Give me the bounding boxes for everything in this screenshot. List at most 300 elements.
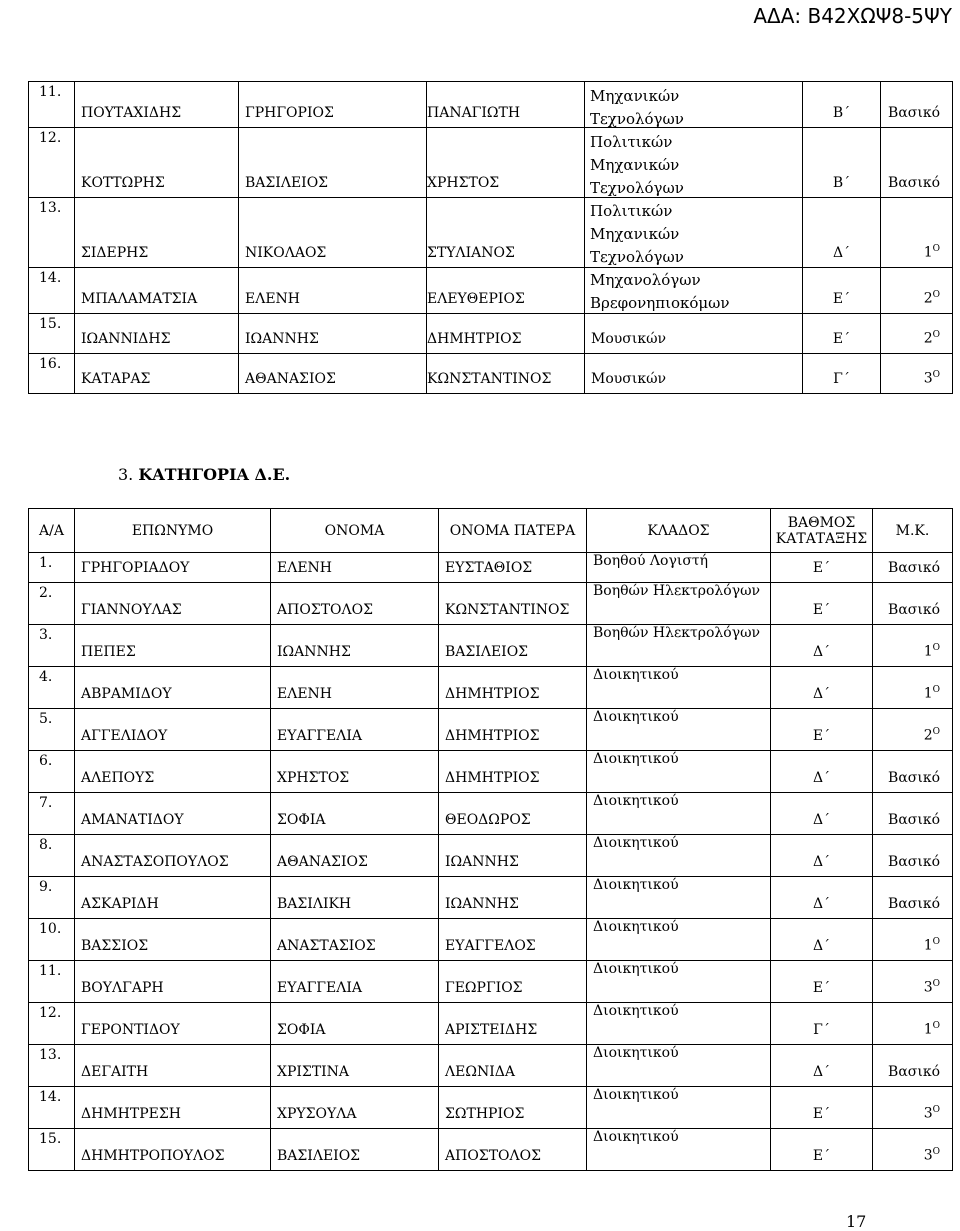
specialty-cell-text: Διοικητικού [593, 793, 679, 809]
name-cell-text: ΕΛΕΝΗ [277, 560, 333, 576]
name-cell [271, 751, 439, 793]
surname-cell [75, 1087, 271, 1129]
surname-cell-text: ΠΕΠΕΣ [81, 644, 136, 660]
grade-cell [803, 198, 881, 268]
section-heading [118, 465, 290, 484]
header-specialty: ΚΛΑΔΟΣ [587, 509, 771, 553]
table-row [29, 354, 953, 394]
row-number [29, 877, 75, 919]
name-cell-text: ΝΙΚΟΛΑΟΣ [245, 245, 327, 261]
grade-cell [771, 1003, 873, 1045]
specialty-cell [587, 793, 771, 835]
name-cell [271, 583, 439, 625]
mk-cell [873, 1003, 953, 1045]
father-name-cell [439, 1003, 587, 1045]
grade-cell [803, 128, 881, 198]
specialty-cell-text: Διοικητικού [593, 877, 679, 893]
table-row [29, 583, 953, 625]
grade-cell [803, 314, 881, 354]
row-number-text: 14. [39, 270, 62, 286]
father-name-cell-text: ΔΗΜΗΤΡΙΟΣ [445, 686, 540, 702]
row-number-text: 15. [39, 1131, 62, 1147]
grade-cell [771, 1045, 873, 1087]
row-number [29, 751, 75, 793]
grade-cell [771, 583, 873, 625]
father-name-cell-text: ΓΕΩΡΓΙΟΣ [445, 980, 523, 996]
mk-cell-text: Βασικό [888, 175, 940, 191]
father-name-cell-text: ΛΕΩΝΙΔΑ [445, 1064, 515, 1080]
name-cell [271, 625, 439, 667]
grade-cell [803, 354, 881, 394]
grade-cell-text: Ε΄ [832, 331, 851, 347]
mk-cell-text: Βασικό [888, 105, 940, 121]
grade-cell-text: Δ΄ [812, 644, 831, 660]
table-row [29, 793, 953, 835]
mk-cell [873, 919, 953, 961]
grade-cell [771, 667, 873, 709]
surname-cell-text: ΑΝΑΣΤΑΣΟΠΟΥΛΟΣ [81, 854, 229, 870]
name-cell [271, 1087, 439, 1129]
father-name-cell [439, 583, 587, 625]
father-name-cell [439, 961, 587, 1003]
father-name-cell-text: ΔΗΜΗΤΡΙΟΣ [427, 331, 522, 347]
name-cell-text: ΙΩΑΝΝΗΣ [245, 331, 319, 347]
specialty-cell [587, 553, 771, 583]
row-number [29, 314, 75, 354]
grade-cell [771, 553, 873, 583]
row-number-text: 3. [39, 627, 53, 643]
surname-cell [75, 82, 239, 128]
father-name-cell-text: ΙΩΑΝΝΗΣ [445, 854, 519, 870]
mk-cell [881, 128, 953, 198]
father-name-cell [439, 625, 587, 667]
mk-cell-text: 1 [923, 1022, 933, 1038]
row-number [29, 553, 75, 583]
table-row [29, 128, 953, 198]
specialty-cell [587, 751, 771, 793]
specialty-cell-text: Διοικητικού [593, 919, 679, 935]
name-cell-text: ΑΠΟΣΤΟΛΟΣ [277, 602, 373, 618]
grade-cell-text: Ε΄ [812, 1106, 831, 1122]
name-cell-text: ΑΘΑΝΑΣΙΟΣ [277, 854, 368, 870]
grade-cell-text: Ε΄ [832, 291, 851, 307]
surname-cell [75, 667, 271, 709]
grade-cell-text: Δ΄ [812, 1064, 831, 1080]
mk-cell-text: Βασικό [888, 770, 940, 786]
specialty-cell [587, 583, 771, 625]
specialty-cell-text: Διοικητικού [593, 751, 679, 767]
name-cell [239, 268, 427, 314]
row-number [29, 128, 75, 198]
father-name-cell [439, 1129, 587, 1171]
father-name-cell [439, 709, 587, 751]
mk-superscript: Ο [932, 370, 940, 381]
father-name-cell-text: ΑΡΙΣΤΕΙΔΗΣ [445, 1022, 538, 1038]
surname-cell-text: ΑΛΕΠΟΥΣ [81, 770, 155, 786]
name-cell [239, 128, 427, 198]
father-name-cell-text: ΕΥΑΓΓΕΛΟΣ [445, 938, 536, 954]
grade-cell [771, 1087, 873, 1129]
grade-cell-text: Δ΄ [812, 812, 831, 828]
row-number [29, 919, 75, 961]
specialty-cell [587, 835, 771, 877]
specialty-cell-text: Διοικητικού [593, 1045, 679, 1061]
mk-cell [873, 835, 953, 877]
specialty-cell-text: Διοικητικού [593, 961, 679, 977]
mk-cell [873, 961, 953, 1003]
table-row [29, 835, 953, 877]
mk-superscript: Ο [932, 685, 940, 696]
name-cell-text: ΣΟΦΙΑ [277, 1022, 326, 1038]
grade-cell-text: Γ΄ [833, 371, 850, 387]
mk-cell [873, 583, 953, 625]
surname-cell-text: ΓΡΗΓΟΡΙΑΔΟΥ [81, 560, 190, 576]
table-row [29, 919, 953, 961]
mk-cell-text: 1 [923, 245, 933, 261]
name-cell-text: ΕΥΑΓΓΕΛΙΑ [277, 980, 362, 996]
name-cell-text: ΧΡΙΣΤΙΝΑ [277, 1064, 350, 1080]
grade-cell-text: Ε΄ [812, 728, 831, 744]
father-name-cell [427, 268, 585, 314]
specialty-cell-text: Διοικητικού [593, 709, 679, 725]
specialty-cell [587, 877, 771, 919]
surname-cell-text: ΑΓΓΕΛΙΔΟΥ [81, 728, 168, 744]
header-mk: Μ.Κ. [873, 509, 953, 553]
surname-cell [75, 583, 271, 625]
table-row [29, 1087, 953, 1129]
table-row [29, 553, 953, 583]
mk-superscript: Ο [932, 244, 940, 255]
specialty-cell [587, 919, 771, 961]
mk-superscript: Ο [932, 937, 940, 948]
name-cell-text: ΙΩΑΝΝΗΣ [277, 644, 351, 660]
row-number [29, 354, 75, 394]
father-name-cell-text: ΕΥΣΤΑΘΙΟΣ [445, 560, 533, 576]
surname-cell-text: ΚΑΤΑΡΑΣ [81, 371, 151, 387]
grade-cell [771, 751, 873, 793]
section-title: ΚΑΤΗΓΟΡΙΑ Δ.Ε. [138, 465, 291, 484]
name-cell-text: ΓΡΗΓΟΡΙΟΣ [245, 105, 334, 121]
mk-cell-text: 1 [923, 644, 933, 660]
name-cell-text: ΕΛΕΝΗ [277, 686, 333, 702]
father-name-cell-text: ΙΩΑΝΝΗΣ [445, 896, 519, 912]
grade-cell [771, 625, 873, 667]
row-number-text: 4. [39, 669, 53, 685]
row-number [29, 961, 75, 1003]
row-number-text: 12. [39, 1005, 62, 1021]
mk-cell-text: Βασικό [888, 602, 940, 618]
grade-cell-text: Ε΄ [812, 560, 831, 576]
surname-cell-text: ΔΕΓΑΙΤΗ [81, 1064, 149, 1080]
name-cell-text: ΧΡΗΣΤΟΣ [277, 770, 350, 786]
mk-cell [873, 667, 953, 709]
name-cell [271, 835, 439, 877]
mk-superscript: Ο [932, 727, 940, 738]
mk-cell-text: 2 [923, 728, 933, 744]
specialty-cell [587, 667, 771, 709]
father-name-cell-text: ΕΛΕΥΘΕΡΙΟΣ [427, 291, 525, 307]
father-name-cell-text: ΣΩΤΗΡΙΟΣ [445, 1106, 525, 1122]
father-name-cell-text: ΚΩΝΣΤΑΝΤΙΝΟΣ [445, 602, 570, 618]
table-row [29, 1003, 953, 1045]
surname-cell [75, 919, 271, 961]
father-name-cell [439, 553, 587, 583]
grade-cell-text: Ε΄ [812, 1148, 831, 1164]
surname-cell [75, 198, 239, 268]
grade-cell [803, 268, 881, 314]
row-number [29, 268, 75, 314]
mk-cell-text: 2 [923, 331, 933, 347]
surname-cell-text: ΓΕΡΟΝΤΙΔΟΥ [81, 1022, 180, 1038]
specialty-cell-text: Διοικητικού [593, 667, 679, 683]
row-number-text: 16. [39, 356, 62, 372]
surname-cell [75, 314, 239, 354]
name-cell-text: ΑΝΑΣΤΑΣΙΟΣ [277, 938, 376, 954]
surname-cell [75, 709, 271, 751]
surname-cell [75, 1045, 271, 1087]
surname-cell [75, 1003, 271, 1045]
surname-cell [75, 128, 239, 198]
grade-cell-text: Δ΄ [812, 770, 831, 786]
surname-cell-text: ΚΟΤΤΩΡΗΣ [81, 175, 165, 191]
name-cell [271, 1129, 439, 1171]
row-number [29, 82, 75, 128]
grade-cell [771, 709, 873, 751]
father-name-cell [439, 835, 587, 877]
header-aa: Α/Α [29, 509, 75, 553]
father-name-cell-text: ΣΤΥΛΙΑΝΟΣ [427, 245, 515, 261]
surname-cell-text: ΔΗΜΗΤΡΟΠΟΥΛΟΣ [81, 1148, 225, 1164]
grade-cell [771, 835, 873, 877]
header-surname: ΕΠΩΝΥΜΟ [75, 509, 271, 553]
specialty-cell-text: Μουσικών [591, 371, 666, 387]
surname-cell [75, 553, 271, 583]
row-number-text: 11. [39, 963, 62, 979]
row-number-text: 13. [39, 1047, 62, 1063]
mk-cell [881, 82, 953, 128]
mk-cell-text: Βασικό [888, 1064, 940, 1080]
name-cell [271, 553, 439, 583]
table-row [29, 314, 953, 354]
name-cell-text: ΣΟΦΙΑ [277, 812, 326, 828]
mk-cell [873, 1045, 953, 1087]
mk-cell-text: Βασικό [888, 812, 940, 828]
father-name-cell [439, 667, 587, 709]
surname-cell [75, 835, 271, 877]
row-number [29, 1087, 75, 1129]
row-number [29, 709, 75, 751]
father-name-cell [427, 128, 585, 198]
father-name-cell [439, 877, 587, 919]
name-cell-text: ΒΑΣΙΛΕΙΟΣ [245, 175, 329, 191]
father-name-cell [439, 919, 587, 961]
name-cell [271, 919, 439, 961]
name-cell [271, 1045, 439, 1087]
mk-cell-text: 3 [923, 371, 933, 387]
page-number: 17 [846, 1212, 867, 1231]
name-cell [239, 314, 427, 354]
grade-cell [803, 82, 881, 128]
row-number [29, 1129, 75, 1171]
mk-superscript: Ο [932, 1105, 940, 1116]
grade-cell [771, 961, 873, 1003]
surname-cell-text: ΑΒΡΑΜΙΔΟΥ [81, 686, 172, 702]
mk-cell [873, 877, 953, 919]
grade-cell-text: Ε΄ [812, 980, 831, 996]
name-cell-text: ΑΘΑΝΑΣΙΟΣ [245, 371, 336, 387]
row-number [29, 667, 75, 709]
surname-cell-text: ΑΣΚΑΡΙΔΗ [81, 896, 159, 912]
grade-cell [771, 919, 873, 961]
surname-cell-text: ΑΜΑΝΑΤΙΔΟΥ [81, 812, 184, 828]
row-number-text: 8. [39, 837, 53, 853]
row-number-text: 13. [39, 200, 62, 216]
mk-cell [881, 268, 953, 314]
mk-cell [873, 625, 953, 667]
row-number-text: 1. [39, 555, 53, 571]
father-name-cell [439, 793, 587, 835]
specialty-cell-text: Βοηθών Ηλεκτρολόγων [593, 583, 760, 599]
father-name-cell [439, 1045, 587, 1087]
table-row [29, 709, 953, 751]
mk-cell-text: 3 [923, 980, 933, 996]
row-number-text: 12. [39, 130, 62, 146]
mk-cell [873, 1129, 953, 1171]
mk-cell-text: 1 [923, 938, 933, 954]
surname-cell-text: ΒΑΣΣΙΟΣ [81, 938, 149, 954]
row-number [29, 793, 75, 835]
father-name-cell [439, 751, 587, 793]
specialty-cell [587, 1129, 771, 1171]
name-cell [271, 877, 439, 919]
father-name-cell-text: ΠΑΝΑΓΙΩΤΗ [427, 105, 521, 121]
mk-cell [873, 793, 953, 835]
name-cell-text: ΕΛΕΝΗ [245, 291, 301, 307]
name-cell [271, 667, 439, 709]
specialty-cell [585, 314, 803, 354]
table-category-de [28, 508, 953, 1171]
row-number [29, 1003, 75, 1045]
name-cell-text: ΒΑΣΙΛΙΚΗ [277, 896, 352, 912]
father-name-cell-text: ΑΠΟΣΤΟΛΟΣ [445, 1148, 541, 1164]
row-number-text: 15. [39, 316, 62, 332]
row-number [29, 835, 75, 877]
specialty-cell-text: Διοικητικού [593, 1129, 679, 1145]
specialty-cell-text: Διοικητικού [593, 835, 679, 851]
name-cell [239, 198, 427, 268]
father-name-cell [427, 82, 585, 128]
mk-superscript: Ο [932, 979, 940, 990]
mk-cell [881, 314, 953, 354]
grade-cell-text: Ε΄ [812, 602, 831, 618]
father-name-cell-text: ΔΗΜΗΤΡΙΟΣ [445, 728, 540, 744]
specialty-cell [587, 1045, 771, 1087]
row-number-text: 14. [39, 1089, 62, 1105]
father-name-cell [439, 1087, 587, 1129]
section-number: 3. [118, 465, 134, 484]
specialty-cell [587, 625, 771, 667]
grade-cell-text: Β΄ [832, 105, 851, 121]
ada-code: ΑΔΑ: Β42ΧΩΨ8-5ΨΥ [753, 4, 952, 28]
header-grade: ΒΑΘΜΟΣ ΚΑΤΑΤΑΞΗΣ [771, 509, 873, 553]
father-name-cell-text: ΒΑΣΙΛΕΙΟΣ [445, 644, 529, 660]
row-number-text: 11. [39, 84, 62, 100]
mk-cell [873, 553, 953, 583]
mk-cell-text: 2 [923, 291, 933, 307]
specialty-cell [587, 709, 771, 751]
surname-cell [75, 354, 239, 394]
grade-cell-text: Δ΄ [812, 854, 831, 870]
mk-cell-text: 3 [923, 1106, 933, 1122]
grade-cell-text: Δ΄ [832, 245, 851, 261]
name-cell-text: ΒΑΣΙΛΕΙΟΣ [277, 1148, 361, 1164]
row-number-text: 2. [39, 585, 53, 601]
header-name: ΟΝΟΜΑ [271, 509, 439, 553]
mk-superscript: Ο [932, 330, 940, 341]
name-cell [271, 961, 439, 1003]
specialty-cell [587, 1003, 771, 1045]
father-name-cell-text: ΧΡΗΣΤΟΣ [427, 175, 500, 191]
surname-cell [75, 751, 271, 793]
row-number-text: 5. [39, 711, 53, 727]
name-cell [239, 354, 427, 394]
specialty-cell-text: Διοικητικού [593, 1003, 679, 1019]
row-number [29, 1045, 75, 1087]
surname-cell [75, 1129, 271, 1171]
mk-cell [881, 198, 953, 268]
name-cell [239, 82, 427, 128]
table-row [29, 877, 953, 919]
father-name-cell-text: ΚΩΝΣΤΑΝΤΙΝΟΣ [427, 371, 552, 387]
grade-cell-text: Δ΄ [812, 896, 831, 912]
mk-cell [873, 751, 953, 793]
name-cell [271, 1003, 439, 1045]
row-number-text: 9. [39, 879, 53, 895]
grade-cell [771, 877, 873, 919]
surname-cell [75, 625, 271, 667]
grade-cell-text: Δ΄ [812, 938, 831, 954]
father-name-cell [427, 314, 585, 354]
header-father: ΟΝΟΜΑ ΠΑΤΕΡΑ [439, 509, 587, 553]
table-row [29, 961, 953, 1003]
surname-cell-text: ΙΩΑΝΝΙΔΗΣ [81, 331, 171, 347]
table-row [29, 198, 953, 268]
table-row [29, 1045, 953, 1087]
table-row [29, 667, 953, 709]
name-cell [271, 709, 439, 751]
mk-cell-text: 3 [923, 1148, 933, 1164]
surname-cell [75, 877, 271, 919]
grade-cell-text: Γ΄ [813, 1022, 830, 1038]
specialty-cell-text: Βοηθού Λογιστή [593, 553, 709, 569]
surname-cell-text: ΒΟΥΛΓΑΡΗ [81, 980, 164, 996]
mk-cell-text: 1 [923, 686, 933, 702]
specialty-cell-text: Βοηθών Ηλεκτρολόγων [593, 625, 760, 641]
row-number [29, 198, 75, 268]
specialty-cell [585, 354, 803, 394]
table-row [29, 268, 953, 314]
name-cell [271, 793, 439, 835]
table-continuation [28, 81, 953, 394]
mk-superscript: Ο [932, 643, 940, 654]
surname-cell-text: ΓΙΑΝΝΟΥΛΑΣ [81, 602, 182, 618]
surname-cell-text: ΔΗΜΗΤΡΕΣΗ [81, 1106, 181, 1122]
mk-cell [881, 354, 953, 394]
table-row [29, 1129, 953, 1171]
table-row [29, 625, 953, 667]
surname-cell [75, 793, 271, 835]
surname-cell [75, 268, 239, 314]
